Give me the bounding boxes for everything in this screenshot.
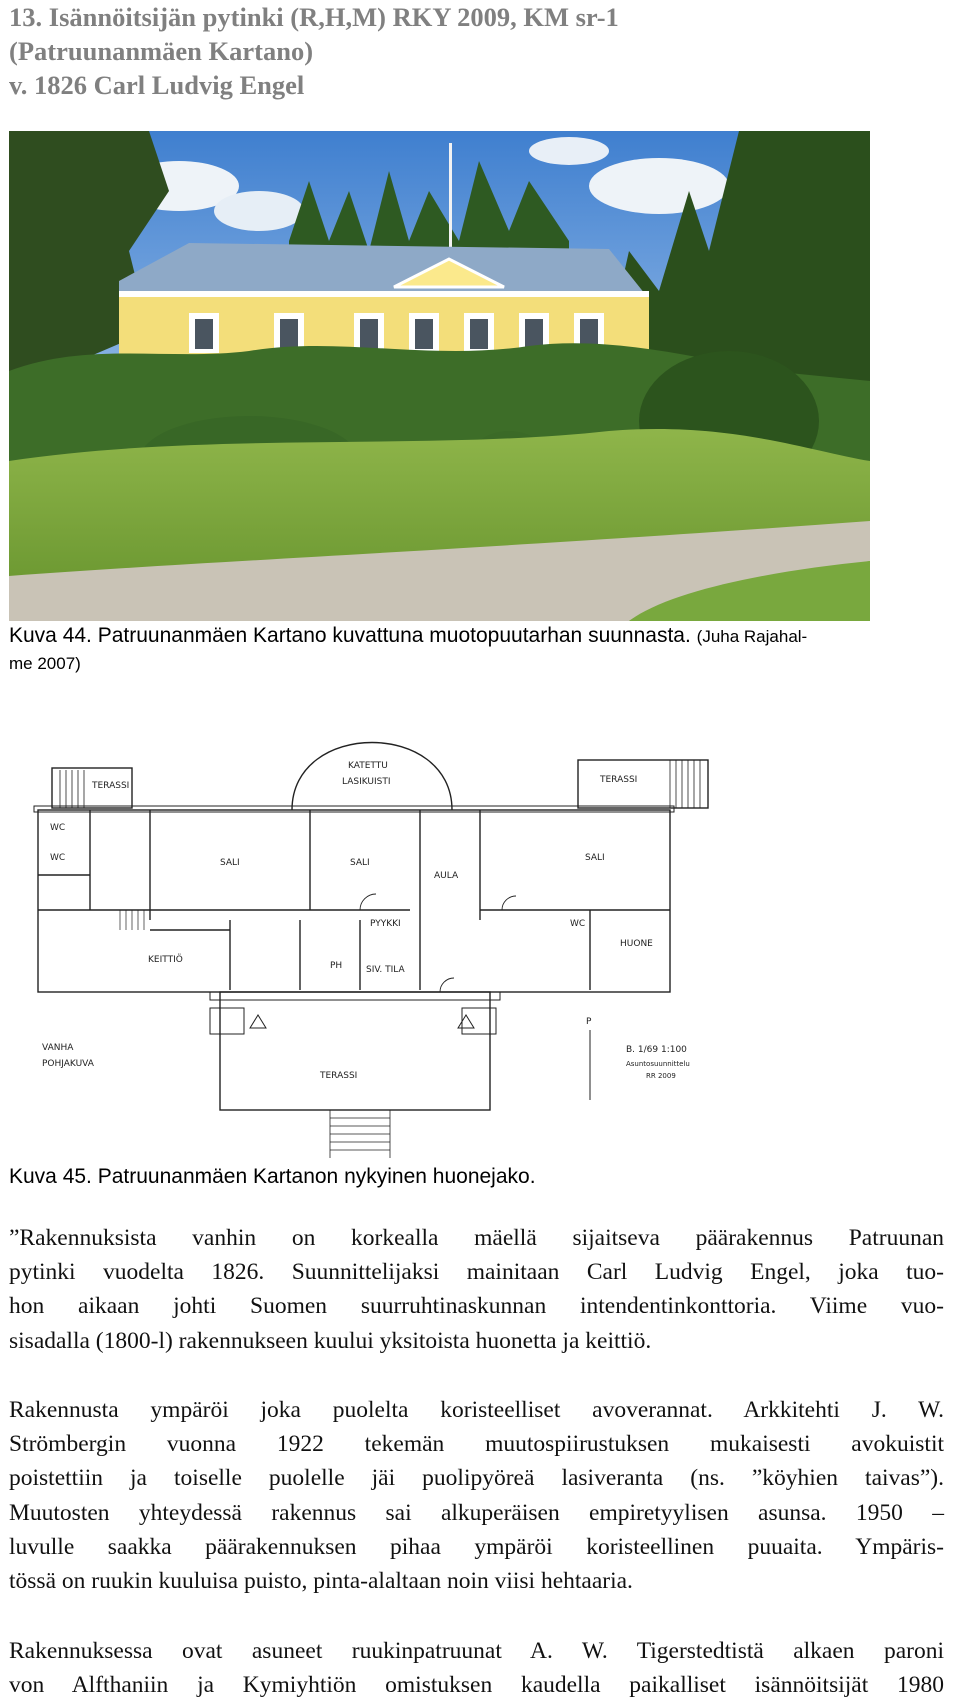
- heading-line-1: 13. Isännöitsijän pytinki (R,H,M) RKY 2009, KM sr-1: [9, 2, 619, 32]
- plan-label-sali-3: SALI: [585, 853, 605, 863]
- plan-scale-3: RR 2009: [646, 1072, 676, 1080]
- plan-label-wc-1: WC: [50, 823, 66, 833]
- paragraph-2-line-5: luvulle saakka päärakennuksen pihaa ympäröi koristeellinen puuaita. Ympäris-: [9, 1533, 944, 1560]
- plan-scale-1: B. 1/69 1:100: [626, 1045, 687, 1055]
- paragraph-2-line-1: Rakennusta ympäröi joka puolelta koristeelliset avoverannat. Arkkitehti J. W.: [9, 1397, 944, 1423]
- plan-label-sivutila: SIV. TILA: [366, 965, 405, 975]
- plan-north-label: P: [586, 1017, 592, 1027]
- plan-scale-2: Asuntosuunnittelu: [626, 1060, 690, 1068]
- paragraph-1-line-4: sisadalla (1800-l) rakennukseen kuului yksitoista huonetta ja keittiö.: [9, 1327, 652, 1354]
- paragraph-2-line-4: Muutosten yhteydessä rakennus sai alkuperäisen empiretyylisen asunsa. 1950 –: [9, 1499, 944, 1526]
- plan-label-vanha: VANHA: [42, 1043, 74, 1053]
- paragraph-2-line-2: Strömbergin vuonna 1922 tekemän muutospiirustuksen mukaisesti avokuistit: [9, 1431, 944, 1458]
- manor-photo: [9, 131, 870, 621]
- plan-terrace-right: [578, 760, 708, 808]
- floor-plan: [30, 730, 750, 1160]
- body-paragraph-1: [9, 1221, 944, 1358]
- plan-label-wc-2: WC: [50, 853, 66, 863]
- manor-photo-image: [9, 131, 870, 621]
- heading-line-3: v. 1826 Carl Ludvig Engel: [9, 70, 305, 100]
- body-paragraph-3: [9, 1634, 944, 1702]
- plan-label-sali-1: SALI: [220, 858, 240, 868]
- plan-label-terrace-right: TERASSI: [600, 775, 638, 785]
- plan-label-keittio: KEITTIÖ: [148, 955, 183, 965]
- body-paragraph-2: [9, 1393, 944, 1598]
- heading-line-2: (Patruunanmäen Kartano): [9, 36, 314, 66]
- plan-label-pohjakuva: POHJAKUVA: [42, 1059, 94, 1069]
- floor-plan-drawing: [30, 730, 750, 1160]
- paragraph-3-line-2: von Alfthaniin ja Kymiyhtiön omistuksen kaudella paikalliset isännöitsijät 1980: [9, 1672, 944, 1699]
- page-heading: [9, 0, 909, 102]
- plan-label-lasikuisti: LASIKUISTI: [342, 777, 391, 787]
- paragraph-2-line-3: poistettiin ja toiselle puolelle jäi puolipyöreä lasiveranta (ns. ”köyhien taivas”).: [9, 1465, 944, 1492]
- figure-44-credit-cont: me 2007): [9, 654, 81, 673]
- plan-label-huone: HUONE: [620, 939, 653, 949]
- paragraph-3-line-1: Rakennuksessa ovat asuneet ruukinpatruunat A. W. Tigerstedtistä alkaen paroni: [9, 1638, 944, 1664]
- plan-terrace-bottom: [220, 992, 490, 1110]
- figure-45-caption: Kuva 45. Patruunanmäen Kartanon nykyinen huonejako.: [9, 1165, 536, 1188]
- figure-44-caption: [9, 622, 879, 677]
- plan-label-aula: AULA: [434, 871, 459, 881]
- paragraph-1-line-3: hon aikaan johti Suomen suurruhtinaskunnan intendentinkonttoria. Viime vuo-: [9, 1293, 944, 1320]
- plan-main-body: [38, 810, 670, 992]
- paragraph-1-line-2: pytinki vuodelta 1826. Suunnittelijaksi mainitaan Carl Ludvig Engel, joka tuo-: [9, 1259, 944, 1286]
- plan-label-terrace-bottom: TERASSI: [320, 1071, 358, 1081]
- paragraph-2-line-6: tössä on ruukin kuuluisa puisto, pinta-alaltaan noin viisi hehtaaria.: [9, 1568, 633, 1595]
- plan-label-wc-3: WC: [570, 919, 586, 929]
- paragraph-1-line-1: ”Rakennuksista vanhin on korkealla mäellä sijaitseva päärakennus Patruunan: [9, 1225, 944, 1251]
- plan-label-pyykki: PYYKKI: [370, 919, 401, 929]
- plan-label-terrace-left: TERASSI: [92, 781, 130, 791]
- figure-44-credit: (Juha Rajahal-: [696, 627, 808, 646]
- figure-44-caption-main: Kuva 44. Patruunanmäen Kartano kuvattuna muotopuutarhan suunnasta.: [9, 624, 697, 647]
- plan-label-ph: PH: [330, 961, 343, 971]
- plan-label-sali-2: SALI: [350, 858, 370, 868]
- plan-label-katettu: KATETTU: [348, 761, 388, 771]
